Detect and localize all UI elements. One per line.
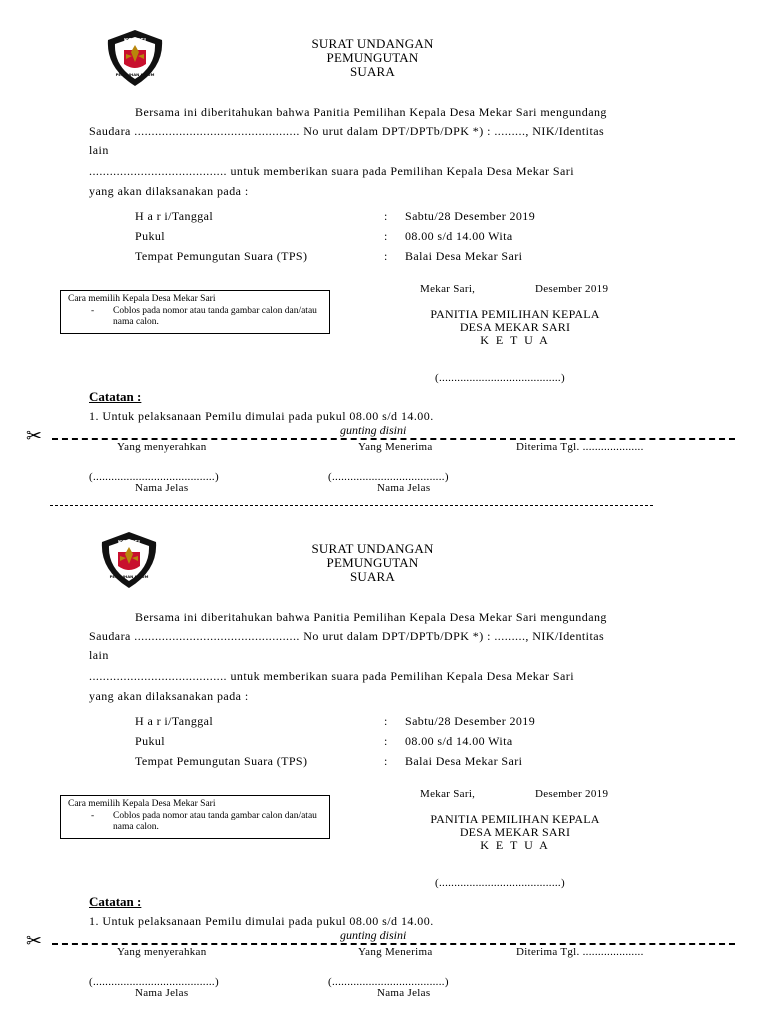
committee-line-1: PANITIA PEMILIHAN KEPALA (430, 812, 600, 826)
instructions-heading: Cara memilih Kepala Desa Mekar Sari (68, 799, 216, 809)
place-label: Mekar Sari, (420, 283, 476, 295)
receipt-date-label: Diterima Tgl. .................... (516, 441, 644, 453)
committee-line-2: DESA MEKAR SARI (459, 320, 571, 334)
date-label: Desember 2019 (535, 283, 609, 295)
scissors-icon: ✂ (26, 930, 42, 952)
field-time-sep: : (384, 229, 388, 243)
field-day-value: Sabtu/28 Desember 2019 (405, 714, 536, 728)
paragraph-line-5: yang akan dilaksanakan pada : (89, 184, 249, 198)
notes-item-1: 1. Untuk pelaksanaan Pemilu dimulai pada pukul 08.00 s/d 14.00. (89, 409, 434, 423)
voting-instructions-box (60, 795, 330, 839)
title-line-2: PEMUNGUTAN (326, 50, 419, 65)
committee-line-3: K E T U A (480, 333, 550, 347)
notes-heading: Catatan : (89, 894, 142, 909)
receipt-receiver-label: Yang Menerima (358, 441, 433, 453)
field-tps-value: Balai Desa Mekar Sari (405, 249, 523, 263)
field-time-sep: : (384, 734, 388, 748)
cut-here-label: gunting disini (340, 423, 407, 437)
svg-text:PEMILIHAN UMUM: PEMILIHAN UMUM (115, 72, 155, 77)
notes-heading: Catatan : (89, 389, 142, 404)
date-label: Desember 2019 (535, 788, 609, 800)
kpu-logo-icon (104, 28, 166, 88)
paragraph-line-3: lain (89, 143, 109, 157)
paragraph-line-5: yang akan dilaksanakan pada : (89, 689, 249, 703)
chairman-signature-line: (........................................) (435, 877, 565, 889)
field-day-value: Sabtu/28 Desember 2019 (405, 209, 536, 223)
receipt-receiver-signature: (.....................................) (328, 976, 449, 988)
instructions-item: Coblos pada nomor atau tanda gambar calon dan/atau nama calon. (113, 306, 317, 327)
field-day-label: H a r i/Tanggal (135, 714, 214, 728)
svg-text:KOMISI: KOMISI (123, 38, 147, 44)
field-tps-sep: : (384, 754, 388, 768)
invitation-section-2 (0, 505, 768, 1010)
svg-text:PEMILIHAN UMUM: PEMILIHAN UMUM (109, 574, 149, 579)
receipt-giver-label: Yang menyerahkan (117, 441, 207, 453)
kpu-logo-icon (98, 530, 160, 590)
scissors-icon: ✂ (26, 425, 42, 447)
document-title (250, 542, 495, 584)
field-tps-label: Tempat Pemungutan Suara (TPS) (135, 754, 308, 768)
paragraph-line-3: lain (89, 648, 109, 662)
svg-text:KOMISI: KOMISI (117, 540, 141, 546)
instructions-heading: Cara memilih Kepala Desa Mekar Sari (68, 294, 216, 304)
receipt-receiver-name: Nama Jelas (377, 482, 431, 494)
committee-block (400, 308, 630, 347)
receipt-receiver-name: Nama Jelas (377, 987, 431, 999)
field-day-sep: : (384, 209, 388, 223)
committee-line-1: PANITIA PEMILIHAN KEPALA (430, 307, 600, 321)
receipt-date-label: Diterima Tgl. .................... (516, 946, 644, 958)
paragraph-line-2: Saudara ................................................ No urut dalam DPT/DPTb/DPK *) : ........., NIK/Identitas (89, 629, 605, 643)
receipt-giver-signature: (........................................) (89, 976, 219, 988)
paragraph-line-4: ........................................ untuk memberikan suara pada Pemilihan Kepala Desa Mekar Sari (89, 164, 575, 178)
field-tps-label: Tempat Pemungutan Suara (TPS) (135, 249, 308, 263)
field-time-label: Pukul (135, 734, 166, 748)
field-day-sep: : (384, 714, 388, 728)
field-day-label: H a r i/Tanggal (135, 209, 214, 223)
instructions-item: Coblos pada nomor atau tanda gambar calon dan/atau nama calon. (113, 811, 317, 832)
receipt-giver-name: Nama Jelas (135, 987, 189, 999)
document-title (250, 37, 495, 79)
voting-instructions-box (60, 290, 330, 334)
cut-line (52, 943, 735, 945)
place-label: Mekar Sari, (420, 788, 476, 800)
receipt-receiver-label: Yang Menerima (358, 946, 433, 958)
committee-block (400, 813, 630, 852)
cut-here-label: gunting disini (340, 928, 407, 942)
field-time-value: 08.00 s/d 14.00 Wita (405, 734, 513, 748)
title-line-1: SURAT UNDANGAN (311, 541, 434, 556)
paragraph-line-2: Saudara ................................................ No urut dalam DPT/DPTb/DPK *) : ........., NIK/Identitas (89, 124, 605, 138)
title-line-3: SUARA (349, 64, 396, 79)
field-tps-value: Balai Desa Mekar Sari (405, 754, 523, 768)
cut-line (52, 438, 735, 440)
field-time-label: Pukul (135, 229, 166, 243)
field-tps-sep: : (384, 249, 388, 263)
invitation-section-1 (0, 0, 768, 505)
receipt-receiver-signature: (.....................................) (328, 471, 449, 483)
receipt-giver-label: Yang menyerahkan (117, 946, 207, 958)
title-line-2: PEMUNGUTAN (326, 555, 419, 570)
title-line-3: SUARA (349, 569, 396, 584)
receipt-giver-signature: (........................................) (89, 471, 219, 483)
field-time-value: 08.00 s/d 14.00 Wita (405, 229, 513, 243)
committee-line-3: K E T U A (480, 838, 550, 852)
paragraph-line-1: Bersama ini diberitahukan bahwa Panitia Pemilihan Kepala Desa Mekar Sari mengundang (135, 105, 607, 119)
chairman-signature-line: (........................................) (435, 372, 565, 384)
title-line-1: SURAT UNDANGAN (311, 36, 434, 51)
committee-line-2: DESA MEKAR SARI (459, 825, 571, 839)
receipt-giver-name: Nama Jelas (135, 482, 189, 494)
instructions-bullet: - (91, 306, 95, 316)
paragraph-line-1: Bersama ini diberitahukan bahwa Panitia Pemilihan Kepala Desa Mekar Sari mengundang (135, 610, 607, 624)
notes-item-1: 1. Untuk pelaksanaan Pemilu dimulai pada pukul 08.00 s/d 14.00. (89, 914, 434, 928)
instructions-bullet: - (91, 811, 95, 821)
paragraph-line-4: ........................................ untuk memberikan suara pada Pemilihan Kepala Desa Mekar Sari (89, 669, 575, 683)
